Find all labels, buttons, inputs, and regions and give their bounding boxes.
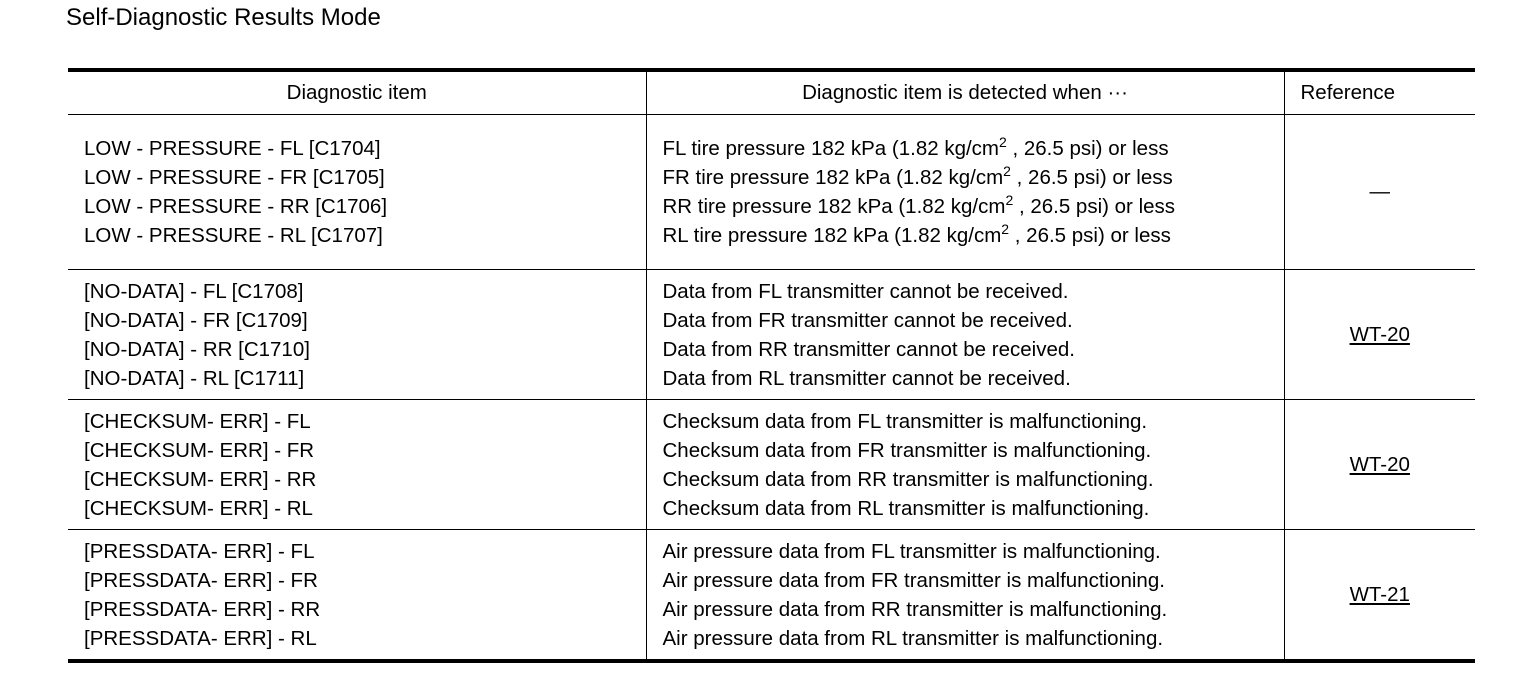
header-detected-when: Diagnostic item is detected when ···: [646, 70, 1284, 115]
detection-condition: Air pressure data from RL transmitter is malfunctioning.: [662, 626, 1164, 650]
detection-condition: Checksum data from RR transmitter is malfunctioning.: [662, 467, 1154, 491]
diagnostic-item: [CHECKSUM- ERR] - FR: [84, 438, 315, 462]
detection-condition: Checksum data from RL transmitter is malfunctioning.: [662, 496, 1150, 520]
reference-cell: [1284, 270, 1475, 400]
diagnostic-item: [PRESSDATA- ERR] - RL: [84, 626, 317, 650]
diagnostic-results-table: [68, 68, 1475, 663]
table-row: [68, 400, 1475, 530]
header-reference: Reference: [1284, 70, 1475, 115]
diagnostic-item: LOW - PRESSURE - FL [C1704]: [84, 137, 381, 160]
condition-text: , 26.5 psi) or less: [1006, 137, 1169, 160]
condition-text: RL tire pressure 182 kPa (1.82 kg/cm: [662, 224, 1002, 247]
header-diagnostic-item: Diagnostic item: [68, 70, 646, 115]
diagnostic-item: [CHECKSUM- ERR] - RR: [84, 467, 317, 491]
reference-link-wt-20[interactable]: WT-20: [1349, 322, 1410, 346]
reference-cell: [1284, 530, 1475, 662]
diagnostic-item-cell: [68, 115, 646, 270]
reference-link-wt-21[interactable]: WT-21: [1349, 582, 1410, 606]
diagnostic-item: [NO-DATA] - RR [C1710]: [84, 337, 310, 361]
diagnostic-item: [CHECKSUM- ERR] - RL: [84, 496, 313, 520]
diagnostic-item-cell: [68, 530, 646, 662]
detection-condition: Checksum data from FL transmitter is malfunctioning.: [662, 409, 1148, 433]
condition-text: RR tire pressure 182 kPa (1.82 kg/cm: [662, 195, 1006, 218]
unit-superscript: 2: [1003, 163, 1011, 179]
detection-condition: Air pressure data from FL transmitter is malfunctioning.: [662, 539, 1161, 563]
diagnostic-item: [PRESSDATA- ERR] - FR: [84, 568, 318, 592]
condition-text: , 26.5 psi) or less: [1010, 166, 1173, 189]
detection-condition: Checksum data from FR transmitter is malfunctioning.: [662, 438, 1152, 462]
condition-text: , 26.5 psi) or less: [1013, 195, 1176, 218]
table-row: [68, 115, 1475, 270]
unit-superscript: 2: [1005, 192, 1014, 208]
detection-condition-cell: [646, 270, 1284, 400]
detection-condition-cell: [646, 530, 1284, 662]
detection-condition: [663, 221, 1276, 250]
detection-condition: [663, 192, 1276, 221]
unit-superscript: 2: [999, 134, 1007, 150]
diagnostic-item-cell: [68, 400, 646, 530]
detection-condition-cell: [646, 400, 1284, 530]
detection-condition: Data from RL transmitter cannot be received.: [662, 366, 1071, 390]
diagnostic-item: [PRESSDATA- ERR] - FL: [84, 539, 315, 563]
condition-text: , 26.5 psi) or less: [1009, 224, 1171, 247]
diagnostic-item: LOW - PRESSURE - FR [C1705]: [84, 166, 385, 189]
detection-condition: Data from RR transmitter cannot be received.: [662, 337, 1075, 361]
detection-condition: [663, 134, 1276, 163]
diagnostic-item: [CHECKSUM- ERR] - FL: [84, 409, 311, 433]
condition-text: FR tire pressure 182 kPa (1.82 kg/cm: [662, 166, 1004, 189]
diagnostic-item: LOW - PRESSURE - RR [C1706]: [84, 195, 388, 218]
reference-cell: [1284, 115, 1475, 270]
reference-cell: [1284, 400, 1475, 530]
diagnostic-item: [NO-DATA] - FR [C1709]: [84, 308, 308, 332]
page-title: Self-Diagnostic Results Mode: [66, 4, 381, 31]
diagnostic-item: [PRESSDATA- ERR] - RR: [84, 597, 321, 621]
diagnostic-item: LOW - PRESSURE - RL [C1707]: [84, 224, 383, 247]
diagnostic-item: [NO-DATA] - RL [C1711]: [84, 366, 305, 390]
detection-condition: Air pressure data from FR transmitter is malfunctioning.: [662, 568, 1165, 592]
table-row: [68, 530, 1475, 662]
detection-condition: Air pressure data from RR transmitter is malfunctioning.: [662, 597, 1168, 621]
condition-text: FL tire pressure 182 kPa (1.82 kg/cm: [662, 137, 999, 160]
reference-link-wt-20[interactable]: WT-20: [1349, 452, 1410, 476]
table-row: [68, 270, 1475, 400]
detection-condition: Data from FR transmitter cannot be received.: [662, 308, 1073, 332]
unit-superscript: 2: [1001, 221, 1010, 237]
detection-condition: Data from FL transmitter cannot be received.: [662, 279, 1069, 303]
detection-condition: [663, 163, 1276, 192]
diagnostic-item: [NO-DATA] - FL [C1708]: [84, 279, 304, 303]
detection-condition-cell: [646, 115, 1284, 270]
table-header-row: [68, 70, 1475, 115]
diagnostic-item-cell: [68, 270, 646, 400]
no-reference-dash: —: [1369, 180, 1390, 203]
